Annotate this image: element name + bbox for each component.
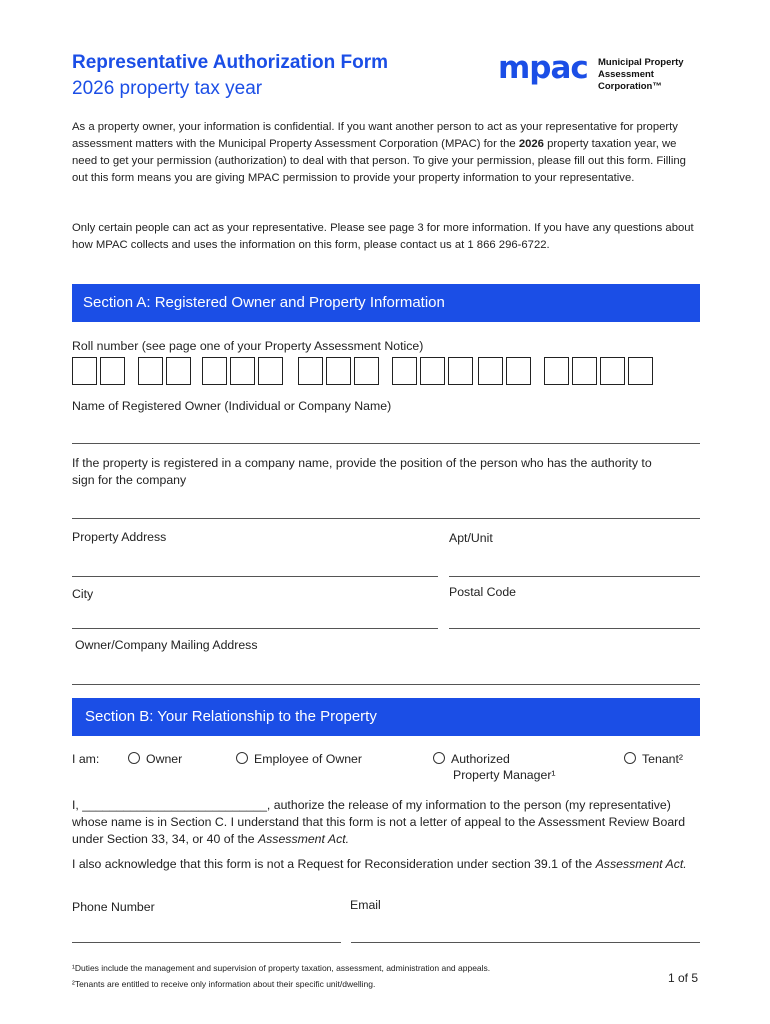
roll-digit-box[interactable] <box>600 357 625 385</box>
roll-number-label: Roll number (see page one of your Property Assessment Notice) <box>72 339 424 353</box>
intro-paragraph-2: Only certain people can act as your representative. Please see page 3 for more information. If you have any questions about how MPAC collects and uses the information on this form, please contact us at 1 866 296-6722. <box>72 222 694 251</box>
representative-name-blank[interactable]: ___________________________ <box>82 798 267 812</box>
intro-text-b: property taxation year, we need to get your permission (authorization) to deal with that person. To give your permission, please fill out this form. Filling out this form means you are giving MPAC permission to provide your property information to your representative. <box>72 138 686 184</box>
property-address-label: Property Address <box>72 530 167 544</box>
email-label: Email <box>350 898 381 912</box>
roll-digit-box[interactable] <box>298 357 323 385</box>
ack-act-italic: Assessment Act. <box>595 857 687 871</box>
apt-unit-label: Apt/Unit <box>449 531 493 545</box>
roll-digit-box[interactable] <box>100 357 125 385</box>
mailing-address-label: Owner/Company Mailing Address <box>75 638 258 652</box>
roll-digit-box[interactable] <box>354 357 379 385</box>
radio-employee-of-owner[interactable] <box>236 752 248 764</box>
postal-code-field[interactable] <box>449 628 700 629</box>
logo-line-2: Assessment Corporation™ <box>598 69 662 92</box>
option-owner-label: Owner <box>146 752 183 766</box>
option-authorized-label-line-2: Property Manager¹ <box>453 768 556 782</box>
mpac-logo <box>498 50 703 92</box>
roll-digit-box[interactable] <box>326 357 351 385</box>
option-employee-label: Employee of Owner <box>254 752 362 766</box>
roll-digit-box[interactable] <box>230 357 255 385</box>
roll-digit-box[interactable] <box>572 357 597 385</box>
phone-number-field[interactable] <box>72 942 341 943</box>
roll-digit-box[interactable] <box>506 357 531 385</box>
option-employee-of-owner[interactable] <box>236 751 362 767</box>
roll-digit-box[interactable] <box>544 357 569 385</box>
option-owner[interactable] <box>128 751 182 767</box>
roll-digit-box[interactable] <box>202 357 227 385</box>
roll-digit-box[interactable] <box>138 357 163 385</box>
logo-line-1: Municipal Property <box>598 57 684 68</box>
logo-mark: mpac <box>498 50 588 86</box>
option-authorized-label: Authorized <box>451 752 510 766</box>
option-tenant-label: Tenant² <box>642 752 684 766</box>
intro-year-bold: 2026 <box>518 138 544 150</box>
roll-digit-box[interactable] <box>166 357 191 385</box>
page-number: 1 of 5 <box>668 971 699 985</box>
city-label: City <box>72 587 94 601</box>
postal-code-label: Postal Code <box>449 585 516 599</box>
footnote-1: ¹Duties include the management and supervision of property taxation, assessment, administration and appeals. <box>72 963 491 973</box>
section-b-heading: Section B: Your Relationship to the Property <box>72 698 700 736</box>
roll-digit-box[interactable] <box>448 357 473 385</box>
apt-unit-field[interactable] <box>449 576 700 577</box>
auth-i: I, <box>72 798 79 812</box>
form-subtitle: 2026 property tax year <box>72 78 263 99</box>
acknowledgement-statement <box>72 856 704 873</box>
intro-paragraph-1 <box>72 119 704 187</box>
section-a-heading: Section A: Registered Owner and Property Information <box>72 284 700 322</box>
property-address-field[interactable] <box>72 576 438 577</box>
ack-text: I also acknowledge that this form is not a Request for Reconsideration under section 39.1 of the <box>72 857 596 871</box>
owner-name-field[interactable] <box>72 443 700 444</box>
form-title: Representative Authorization Form <box>72 52 389 73</box>
company-position-field[interactable] <box>72 518 700 519</box>
radio-owner[interactable] <box>128 752 140 764</box>
footnote-2: ²Tenants are entitled to receive only information about their specific unit/dwelling. <box>72 979 376 989</box>
roll-digit-box[interactable] <box>258 357 283 385</box>
company-position-label: If the property is registered in a company name, provide the position of the person who has the authority to sign for the company <box>72 456 652 487</box>
auth-act-italic: Assessment Act. <box>257 832 350 846</box>
i-am-label: I am: <box>72 752 100 766</box>
roll-digit-box[interactable] <box>420 357 445 385</box>
owner-name-label: Name of Registered Owner (Individual or Company Name) <box>72 399 392 413</box>
roll-digit-box[interactable] <box>478 357 503 385</box>
option-tenant[interactable] <box>624 751 683 767</box>
logo-text <box>598 57 703 93</box>
auth-text: , authorize the release of my information to the person (my representative) whose name is in Section C. I understand that this form is not a letter of appeal to the Assessment Review Board under Section 33, 34, or 40 of the <box>72 798 686 846</box>
mailing-address-field[interactable] <box>72 684 700 685</box>
phone-number-label: Phone Number <box>72 900 155 914</box>
email-field[interactable] <box>351 942 700 943</box>
city-field[interactable] <box>72 628 438 629</box>
roll-digit-box[interactable] <box>628 357 653 385</box>
option-authorized-property-manager[interactable] <box>433 751 556 783</box>
authorization-statement <box>72 797 704 848</box>
radio-tenant[interactable] <box>624 752 636 764</box>
roll-digit-box[interactable] <box>392 357 417 385</box>
roll-digit-box[interactable] <box>72 357 97 385</box>
radio-authorized-property-manager[interactable] <box>433 752 445 764</box>
intro-text-a: As a property owner, your information is confidential. If you want another person to act as your representative for property assessment matters with the Municipal Property Assessment Corporation (MPAC) for the <box>72 121 678 150</box>
